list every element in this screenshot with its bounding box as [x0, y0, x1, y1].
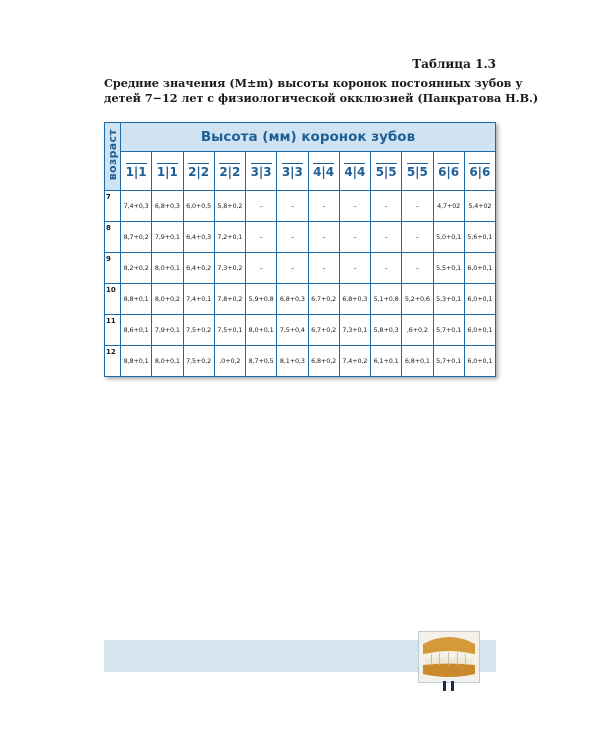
value-cell: 7,9+0,1 [152, 315, 183, 346]
value-cell: – [277, 191, 308, 222]
crown-height-table-container [104, 122, 496, 377]
table-caption [104, 76, 539, 106]
tooth-header-11 [433, 152, 464, 191]
tooth-header-label: 6|6 [438, 165, 460, 179]
table-row [105, 346, 496, 377]
value-cell: – [246, 191, 277, 222]
age-cell: 8 [105, 222, 121, 253]
value-cell: ,0+0,2 [214, 346, 245, 377]
value-cell: 6,0+0,1 [464, 284, 495, 315]
value-cell: 7,8+0,2 [214, 284, 245, 315]
value-cell: 6,7+0,2 [308, 315, 339, 346]
age-header-label: возраст [106, 128, 119, 181]
main-column-header: Высота (мм) коронок зубов [121, 123, 496, 152]
caption-line-1: Средние значения (M±m) высоты коронок постоянных зубов у [104, 76, 523, 90]
value-cell: 5,9+0,8 [246, 284, 277, 315]
age-cell: 7 [105, 191, 121, 222]
tooth-header-label: 3|3 [250, 165, 272, 179]
value-cell: 5,0+0,1 [433, 222, 464, 253]
value-cell: 6,0+0,1 [464, 315, 495, 346]
value-cell: – [308, 253, 339, 284]
value-cell: 8,0+0,1 [152, 346, 183, 377]
tooth-header-7 [308, 152, 339, 191]
value-cell: – [371, 222, 402, 253]
tooth-header-1 [121, 152, 152, 191]
value-cell: 6,8+0,1 [402, 346, 433, 377]
tooth-header-label: 4|4 [313, 165, 335, 179]
value-cell: 7,4+0,2 [339, 346, 370, 377]
value-cell: 6,0+0,1 [464, 253, 495, 284]
table-row [105, 191, 496, 222]
value-cell: – [339, 222, 370, 253]
table-row [105, 315, 496, 346]
value-cell: – [402, 222, 433, 253]
tooth-header-5 [246, 152, 277, 191]
value-cell: 7,2+0,1 [214, 222, 245, 253]
value-cell: 8,1+0,3 [277, 346, 308, 377]
table-row [105, 222, 496, 253]
age-column-header [105, 123, 121, 191]
value-cell: 4,7+02 [433, 191, 464, 222]
value-cell: 6,0+0,1 [464, 346, 495, 377]
tooth-header-4 [214, 152, 245, 191]
value-cell: 5,1+0,8 [371, 284, 402, 315]
value-cell: 7,5+0,1 [214, 315, 245, 346]
value-cell: 7,3+0,2 [214, 253, 245, 284]
value-cell: 7,5+0,2 [183, 315, 214, 346]
value-cell: 5,2+0,6 [402, 284, 433, 315]
value-cell: 6,8+0,3 [152, 191, 183, 222]
teeth-header-row [105, 152, 496, 191]
value-cell: 8,0+0,1 [246, 315, 277, 346]
table-row [105, 284, 496, 315]
value-cell: – [308, 191, 339, 222]
value-cell: 5,4+02 [464, 191, 495, 222]
age-cell: 9 [105, 253, 121, 284]
tooth-header-10 [402, 152, 433, 191]
value-cell: 7,9+0,1 [152, 222, 183, 253]
value-cell: – [246, 222, 277, 253]
value-cell: 8,0+0,2 [152, 284, 183, 315]
value-cell: – [339, 253, 370, 284]
value-cell: 6,7+0,2 [308, 284, 339, 315]
value-cell: – [246, 253, 277, 284]
value-cell: 7,4+0,1 [183, 284, 214, 315]
value-cell: ,6+0,2 [402, 315, 433, 346]
value-cell: 7,4+0,3 [121, 191, 152, 222]
crown-height-table [104, 122, 496, 377]
value-cell: 8,8+0,1 [121, 284, 152, 315]
value-cell: 8,6+0,1 [121, 315, 152, 346]
value-cell: – [277, 222, 308, 253]
value-cell: 5,5+0,1 [433, 253, 464, 284]
value-cell: 8,8+0,1 [121, 346, 152, 377]
value-cell: 7,5+0,2 [183, 346, 214, 377]
value-cell: 6,8+0,3 [339, 284, 370, 315]
value-cell: 5,3+0,1 [433, 284, 464, 315]
tooth-header-label: 5|5 [406, 165, 428, 179]
value-cell: 5,7+0,1 [433, 346, 464, 377]
dental-model-photo [418, 631, 480, 683]
value-cell: 8,2+0,2 [121, 253, 152, 284]
value-cell: – [308, 222, 339, 253]
photo-clip-marks [443, 681, 457, 691]
age-cell: 11 [105, 315, 121, 346]
tooth-header-label: 5|5 [375, 165, 397, 179]
value-cell: 5,8+0,3 [371, 315, 402, 346]
tooth-header-9 [371, 152, 402, 191]
tooth-header-label: 1|1 [156, 165, 178, 179]
tooth-header-label: 1|1 [125, 165, 147, 179]
value-cell: 5,7+0,1 [433, 315, 464, 346]
value-cell: 8,7+0,2 [121, 222, 152, 253]
value-cell: – [371, 191, 402, 222]
value-cell: 5,8+0,2 [214, 191, 245, 222]
value-cell: 6,4+0,2 [183, 253, 214, 284]
value-cell: 6,0+0,5 [183, 191, 214, 222]
value-cell: 6,8+0,2 [308, 346, 339, 377]
tooth-header-label: 3|3 [281, 165, 303, 179]
value-cell: 6,1+0,1 [371, 346, 402, 377]
value-cell: 8,7+0,5 [246, 346, 277, 377]
table-row [105, 253, 496, 284]
tooth-header-label: 2|2 [188, 165, 210, 179]
value-cell: – [402, 253, 433, 284]
caption-line-2: детей 7−12 лет с физиологической окклюзией (Панкратова Н.В.) [104, 91, 539, 105]
value-cell: 6,4+0,3 [183, 222, 214, 253]
value-cell: 7,5+0,4 [277, 315, 308, 346]
value-cell: 5,6+0,1 [464, 222, 495, 253]
table-number: Таблица 1.3 [412, 57, 496, 71]
value-cell: 6,8+0,3 [277, 284, 308, 315]
value-cell: – [371, 253, 402, 284]
tooth-header-6 [277, 152, 308, 191]
age-cell: 12 [105, 346, 121, 377]
tooth-header-8 [339, 152, 370, 191]
value-cell: – [402, 191, 433, 222]
value-cell: 7,3+0,1 [339, 315, 370, 346]
tooth-header-3 [183, 152, 214, 191]
value-cell: – [339, 191, 370, 222]
value-cell: 8,0+0,1 [152, 253, 183, 284]
tooth-header-12 [464, 152, 495, 191]
tooth-header-label: 6|6 [469, 165, 491, 179]
value-cell: – [277, 253, 308, 284]
tooth-header-label: 2|2 [219, 165, 241, 179]
tooth-header-label: 4|4 [344, 165, 366, 179]
age-cell: 10 [105, 284, 121, 315]
dental-model-icon [419, 632, 479, 682]
tooth-header-2 [152, 152, 183, 191]
